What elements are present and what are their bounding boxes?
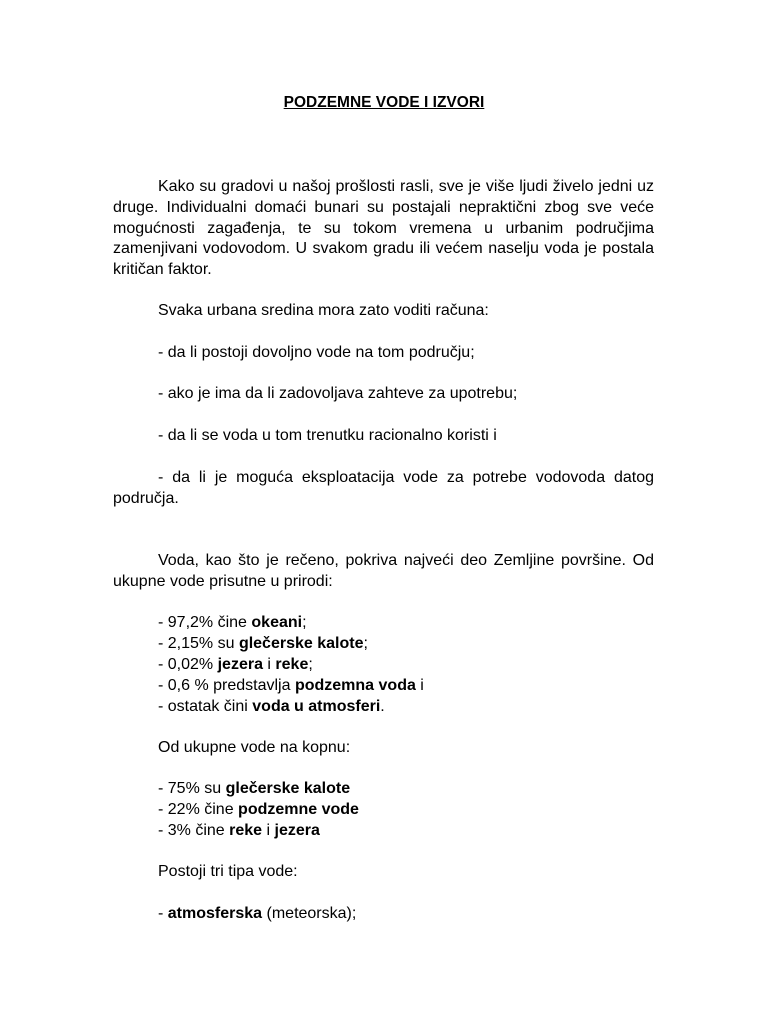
total-water-item: - 97,2% čine okeani;: [158, 614, 307, 631]
total-water-item: - ostatak čini voda u atmosferi.: [158, 698, 385, 715]
criteria-intro: Svaka urbana sredina mora zato voditi računa:: [158, 302, 489, 319]
total-water-item: - 0,02% jezera i reke;: [158, 656, 313, 673]
total-water-item: - 0,6 % predstavlja podzemna voda i: [158, 677, 424, 694]
land-water-item: - 22% čine podzemne vode: [158, 801, 359, 818]
criteria-item: - ako je ima da li zadovoljava zahteve za upotrebu;: [158, 385, 518, 402]
criteria-item: - da li je moguća eksploatacija vode za potrebe vodovoda datog područja.: [113, 469, 654, 507]
water-type-item: - atmosferska (meteorska);: [158, 905, 357, 922]
criteria-item: - da li postoji dovoljno vode na tom području;: [158, 344, 475, 361]
earth-intro-paragraph: Voda, kao što je rečeno, pokriva najveći deo Zemljine površine. Od ukupne vode prisutne u prirodi:: [113, 552, 654, 590]
land-water-item: - 75% su glečerske kalote: [158, 780, 351, 797]
criteria-item: - da li se voda u tom trenutku racionalno koristi i: [158, 427, 497, 444]
land-water-item: - 3% čine reke i jezera: [158, 822, 320, 839]
intro-paragraph: Kako su gradovi u našoj prošlosti rasli, sve je više ljudi živelo jedni uz druge. Individualni domaći bunari su postajali nepraktični zbog sve veće mogućnosti zagađenja, te su tokom vremena u urbanim područjima zamenjivani vodovodom. U svakom gradu ili većem naselju voda je postala kritičan faktor.: [113, 178, 654, 279]
document-title: PODZEMNE VODE I IZVORI: [283, 94, 485, 111]
types-intro: Postoji tri tipa vode:: [158, 863, 298, 880]
land-intro: Od ukupne vode na kopnu:: [158, 739, 351, 756]
total-water-item: - 2,15% su glečerske kalote;: [158, 635, 368, 652]
